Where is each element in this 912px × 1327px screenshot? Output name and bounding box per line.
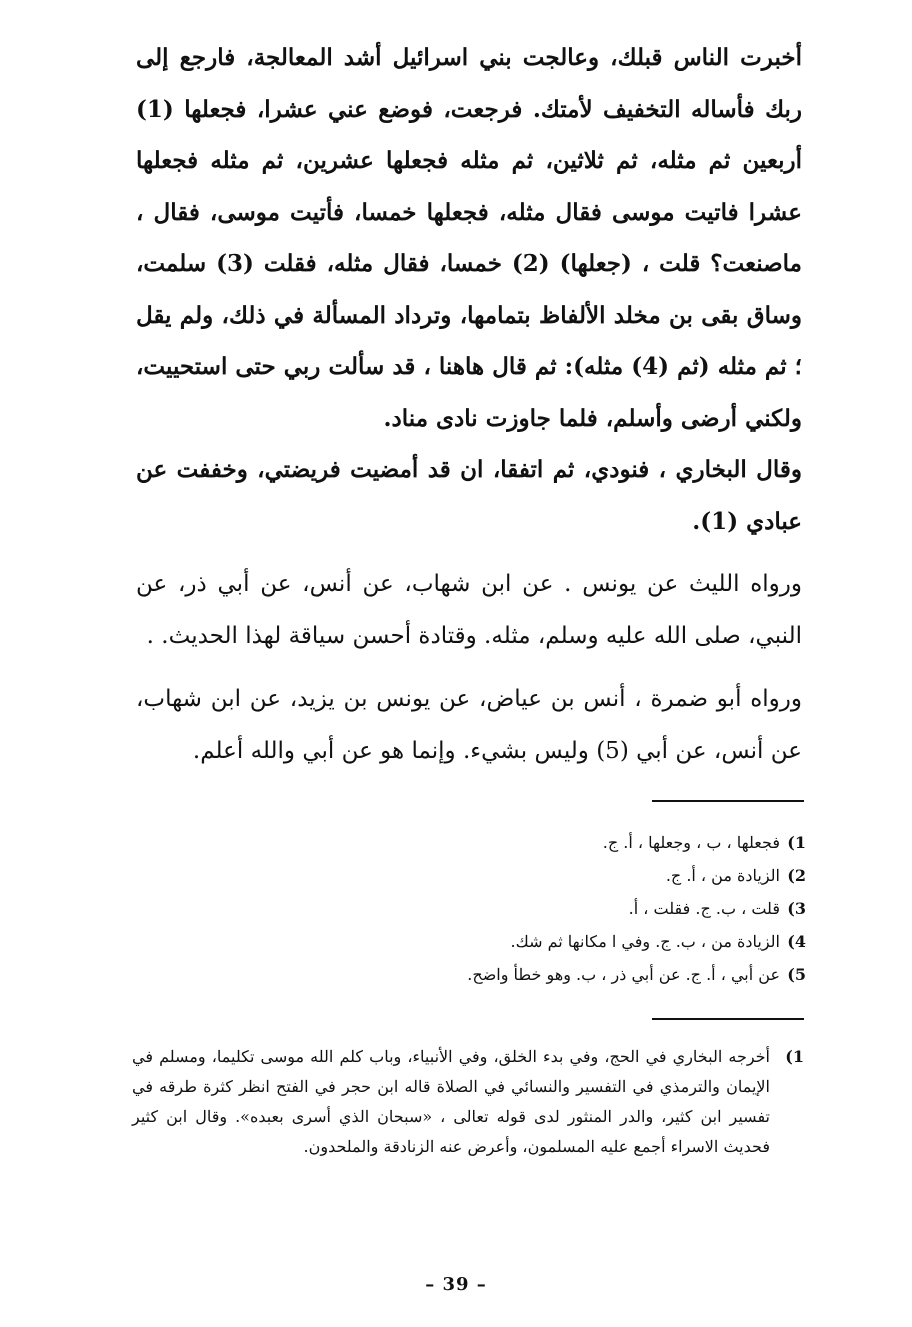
- variant-note: [400, 925, 806, 958]
- note-text: الزيادة من ، أ. ج.: [665, 866, 780, 885]
- footnote-text: أخرجه البخاري في الحج، وفي بدء الخلق، وفي الأنبياء، وباب كلم الله موسى تكليما، ومسلم في الإيمان والترمذي في التفسير والنسائي في الصلاة قاله ابن حجر في الفتح انظر كثرة طرقه في تفسير ابن كثير، والدر المنثور لدى قوله تعالى ، «سبحان الذي أسرى بعبده». وقال ابن كثير فحديث الاسراء أجمع عليه المسلمون، وأعرض عنه الزنادقة والملحدون.: [132, 1047, 771, 1156]
- main-text: [136, 32, 802, 777]
- footnote-separator-2: [652, 1018, 804, 1020]
- note-text: عن أبي ، أ. ج. عن أبي ذر ، ب. وهو خطأ واضح.: [467, 965, 780, 984]
- variant-note: [400, 892, 806, 925]
- page-number: – 39 –: [425, 1274, 487, 1295]
- note-text: فجعلها ، ب ، وجعلها ، أ. ج.: [602, 833, 780, 852]
- paragraph-1: أخبرت الناس قبلك، وعالجت بني اسرائيل أشد المعالجة، فارجع إلى ربك فأساله التخفيف لأمتك. فرجعت، فوضع عني عشرا، فجعلها (1) أربعين ثم مثله، ثم ثلاثين، ثم مثله فجعلها عشرين، ثم مثله فجعلها عشرا فاتيت موسى فقال مثله، فجعلها خمسا، فأتيت موسى، فقال ، ماصنعت؟ قلت ، (جعلها) (2) خمسا، فقال مثله، فقلت (3) سلمت، وساق بقى بن مخلد الألفاظ بتمامها، وترداد المسألة في ذلك، ولم يقل ؛ ثم مثله (ثم (4) مثله): ثم قال هاهنا ، قد سألت ربي حتى استحييت، ولكني أرضى وأسلم، فلما جاوزت نادى مناد.: [136, 44, 802, 432]
- note-number: 3): [787, 899, 806, 918]
- note-number: 5): [787, 965, 806, 984]
- note-text: قلت ، ب. ج. فقلت ، أ.: [628, 899, 780, 918]
- variant-note: [400, 826, 806, 859]
- paragraph-3: ورواه الليث عن يونس . عن ابن شهاب، عن أنس، عن أبي ذر، عن النبي، صلى الله عليه وسلم، مثله. وقتادة أحسن سياقة لهذا الحديث. .: [136, 571, 802, 649]
- paragraph-4: ورواه أبو ضمرة ، أنس بن عياض، عن يونس بن يزيد، عن ابن شهاب، عن أنس، عن أبي (5) وليس بشيء. وإنما هو عن أبي والله أعلم.: [136, 686, 802, 764]
- note-text: الزيادة من ، ب. ج. وفي ا مكانها ثم شك.: [510, 932, 780, 951]
- variant-note: [400, 958, 806, 991]
- footnote-number: 1): [785, 1047, 804, 1066]
- footnote-separator-1: [652, 800, 804, 802]
- note-number: 2): [787, 866, 806, 885]
- variant-notes: [400, 826, 806, 991]
- note-number: 1): [787, 833, 806, 852]
- reference-footnote: [132, 1042, 804, 1162]
- variant-note: [400, 859, 806, 892]
- paragraph-2: وقال البخاري ، فنودي، ثم اتفقا، ان قد أمضيت فريضتي، وخففت عن عبادي (1).: [136, 456, 802, 535]
- note-number: 4): [787, 932, 806, 951]
